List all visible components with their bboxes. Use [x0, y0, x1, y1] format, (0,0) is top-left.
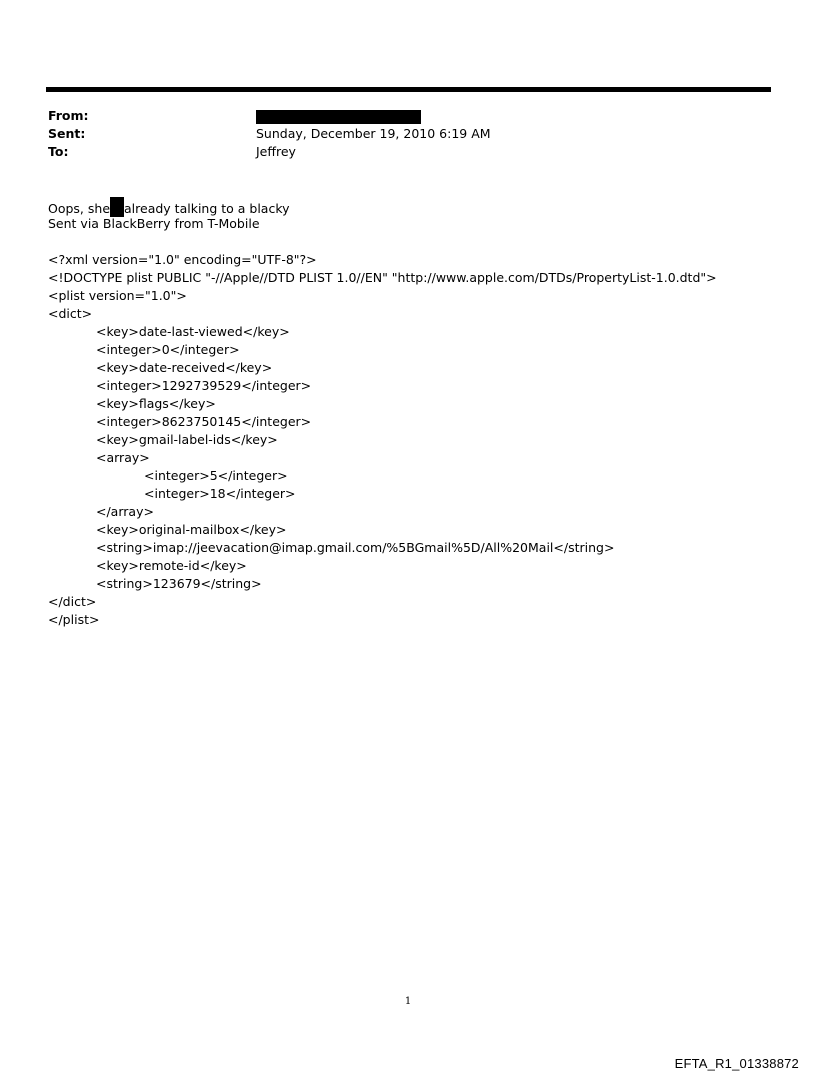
plist-line: <key>flags</key> [96, 396, 216, 411]
plist-line: <string>123679</string> [96, 576, 262, 591]
plist-line: <string>imap://jeevacation@imap.gmail.com/%5BGmail%5D/All%20Mail</string> [96, 540, 615, 555]
plist-line: <key>date-received</key> [96, 360, 273, 375]
message-text-part2: already talking to a blacky [124, 201, 290, 216]
sent-label: Sent: [48, 126, 86, 141]
plist-line: <dict> [48, 306, 93, 321]
from-value [256, 107, 421, 125]
plist-line: <key>gmail-label-ids</key> [96, 432, 278, 447]
plist-line: <array> [96, 450, 150, 465]
from-label: From: [48, 108, 89, 123]
plist-line: <key>original-mailbox</key> [96, 522, 287, 537]
plist-line: </dict> [48, 594, 97, 609]
to-value: Jeffrey [256, 144, 296, 159]
from-row [48, 107, 748, 125]
plist-line: <key>date-last-viewed</key> [96, 324, 290, 339]
plist-line: <plist version="1.0"> [48, 288, 187, 303]
page-number: 1 [404, 996, 412, 1007]
plist-line: </array> [96, 504, 154, 519]
message-line [48, 197, 788, 215]
plist-line: <key>remote-id</key> [96, 558, 247, 573]
plist-line: <integer>8623750145</integer> [96, 414, 312, 429]
to-row [48, 143, 748, 161]
email-header [48, 107, 748, 161]
redaction-block [110, 197, 124, 217]
plist-line: <integer>18</integer> [144, 486, 296, 501]
message-text-part1: Oops, she [48, 201, 111, 216]
plist-line: </plist> [48, 612, 100, 627]
header-divider [46, 87, 771, 92]
bates-number: EFTA_R1_01338872 [674, 1056, 799, 1071]
plist-line: <integer>0</integer> [96, 342, 240, 357]
email-body [48, 197, 788, 629]
redaction-block [256, 110, 421, 124]
plist-line: <integer>1292739529</integer> [96, 378, 312, 393]
plist-line: <!DOCTYPE plist PUBLIC "-//Apple//DTD PLIST 1.0//EN" "http://www.apple.com/DTDs/PropertyList-1.0.dtd"> [48, 270, 717, 285]
signature-line: Sent via BlackBerry from T-Mobile [48, 216, 260, 231]
sent-row [48, 125, 748, 143]
sent-value: Sunday, December 19, 2010 6:19 AM [256, 126, 491, 141]
to-label: To: [48, 144, 69, 159]
plist-line: <integer>5</integer> [144, 468, 288, 483]
plist-line: <?xml version="1.0" encoding="UTF-8"?> [48, 252, 317, 267]
